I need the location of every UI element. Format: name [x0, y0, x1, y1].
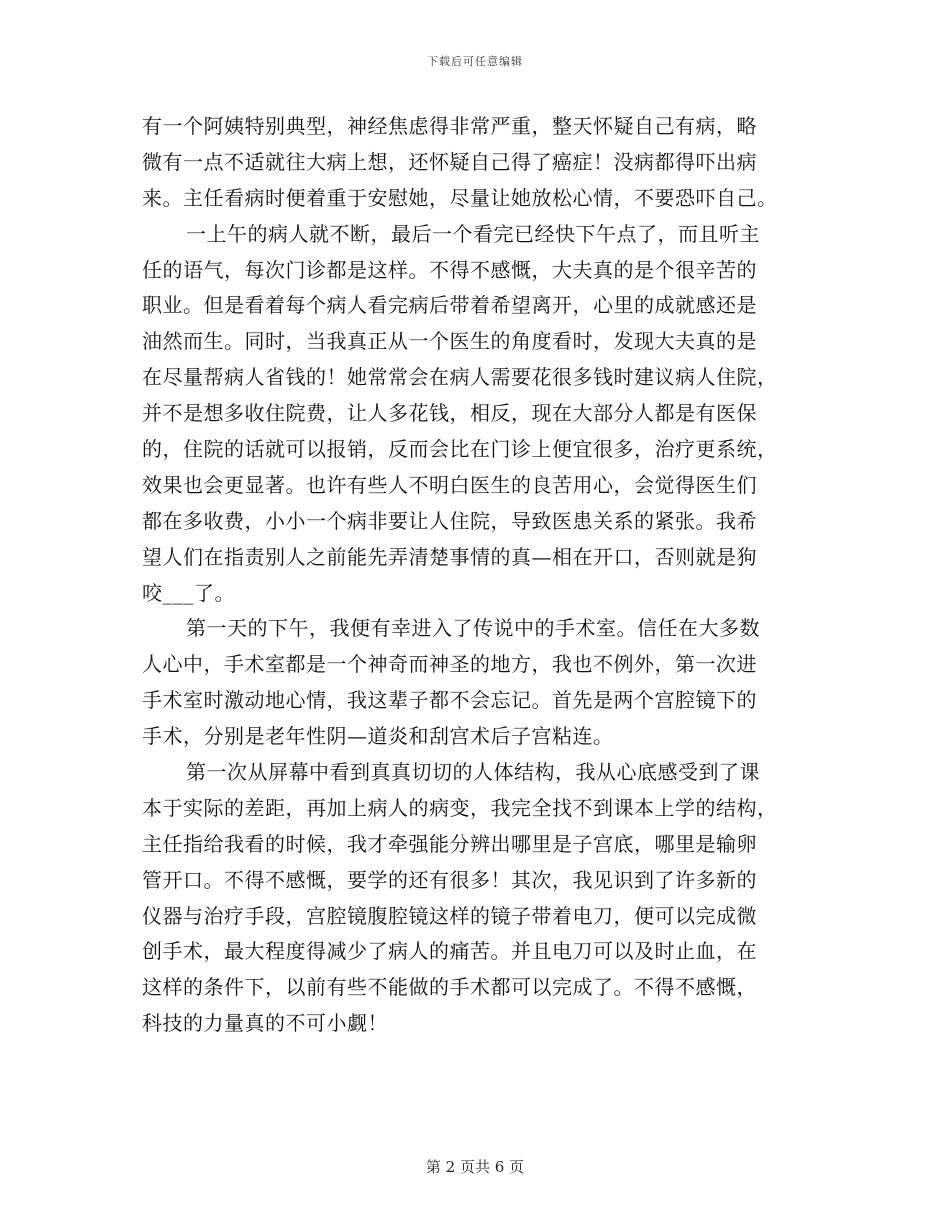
- text-line: 创手术，最大程度得减少了病人的痛苦。并且电刀可以及时止血，在: [142, 939, 757, 964]
- text-line: 并不是想多收住院费，让人多花钱，相反，现在大部分人都是有医保: [142, 401, 757, 426]
- text-line: 手术室时激动地心情，我这辈子都不会忘记。首先是两个宫腔镜下的: [142, 688, 757, 713]
- page-header: 下载后可任意编辑: [427, 55, 523, 68]
- text-line: 职业。但是看着每个病人看完病后带着希望离开，心里的成就感还是: [142, 293, 757, 318]
- paragraph: [142, 755, 820, 1042]
- document-body: [142, 109, 820, 1042]
- text-line: 效果也会更显著。也许有些人不明白医生的良苦用心，会觉得医生们: [142, 472, 757, 497]
- page-footer: 第 2 页共 6 页: [425, 1158, 525, 1176]
- text-line: 油然而生。同时，当我真正从一个医生的角度看时，发现大夫真的是: [142, 329, 757, 354]
- text-line: 一上午的病人就不断，最后一个看完已经快下午点了，而且听主: [186, 221, 760, 246]
- text-line: 这样的条件下，以前有些不能做的手术都可以完成了。不得不感慨，: [142, 975, 757, 1000]
- text-line: 第一天的下午，我便有幸进入了传说中的手术室。信任在大多数: [186, 616, 760, 641]
- text-line: 有一个阿姨特别典型，神经焦虑得非常严重，整天怀疑自己有病，略: [142, 114, 757, 138]
- text-line: 来。主任看病时便着重于安慰她，尽量让她放松心情，不要恐吓自己。: [142, 185, 778, 210]
- text-line: 仪器与治疗手段，宫腔镜腹腔镜这样的镜子带着电刀，便可以完成微: [142, 903, 757, 928]
- text-line: 管开口。不得不感慨，要学的还有很多！其次，我见识到了许多新的: [142, 867, 757, 892]
- text-line: 咬___了。: [142, 580, 235, 605]
- text-line: 科技的力量真的不可小觑！: [142, 1011, 388, 1036]
- text-line: 本于实际的差距，再加上病人的病变，我完全找不到课本上学的结构，: [142, 795, 778, 820]
- paragraph: [142, 217, 820, 612]
- text-line: 主任指给我看的时候，我才牵强能分辨出哪里是子宫底，哪里是输卵: [142, 831, 757, 856]
- text-line: 人心中，手术室都是一个神奇而神圣的地方，我也不例外，第一次进: [142, 652, 757, 677]
- text-line: 望人们在指责别人之前能先弄清楚事情的真—相在开口，否则就是狗: [142, 544, 757, 569]
- text-line: 任的语气，每次门诊都是这样。不得不感慨，大夫真的是个很辛苦的: [142, 257, 757, 282]
- text-line: 手术，分别是老年性阴—道炎和刮宫术后子宫粘连。: [142, 724, 614, 749]
- text-line: 的，住院的话就可以报销，反而会比在门诊上便宜很多，治疗更系统，: [142, 437, 778, 462]
- text-line: 微有一点不适就往大病上想，还怀疑自己得了癌症！没病都得吓出病: [142, 149, 757, 174]
- text-line: 都在多收费，小小一个病非要让人住院，导致医患关系的紧张。我希: [142, 508, 757, 533]
- paragraph: [142, 611, 820, 755]
- text-line: 第一次从屏幕中看到真真切切的人体结构，我从心底感受到了课: [186, 760, 760, 785]
- text-line: 在尽量帮病人省钱的！她常常会在病人需要花很多钱时建议病人住院，: [142, 365, 778, 390]
- paragraph: [142, 109, 820, 217]
